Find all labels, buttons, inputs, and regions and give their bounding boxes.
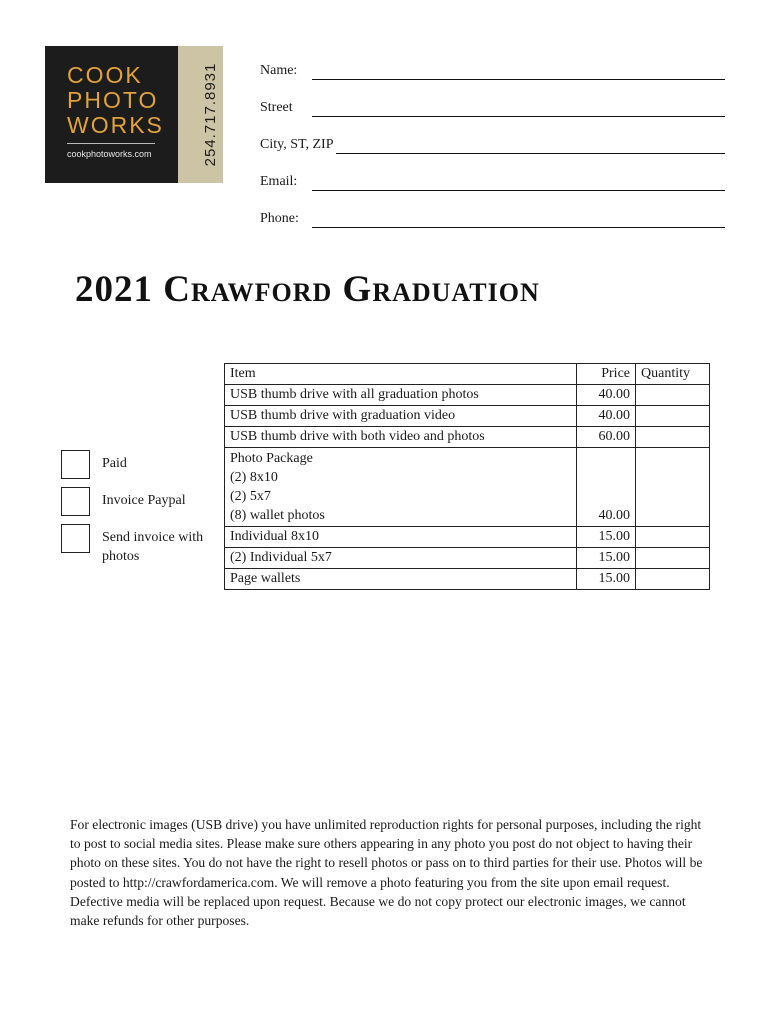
logo-word-1: COOK — [67, 62, 143, 88]
company-logo — [45, 46, 178, 183]
logo-divider — [67, 143, 155, 144]
city-label: City, ST, ZIP — [260, 137, 338, 153]
email-field[interactable] — [260, 171, 725, 193]
page-title: 2021 Crawford Graduation — [75, 269, 540, 310]
item-cell: USB thumb drive with both video and photos — [225, 427, 577, 448]
package-line: Photo Package — [230, 451, 313, 466]
price-cell: 40.00 — [577, 385, 636, 406]
header-item: Item — [225, 364, 577, 385]
logo-phone: 254.717.8931 — [202, 62, 219, 167]
street-field[interactable] — [260, 97, 725, 119]
city-line — [336, 153, 725, 154]
order-table — [224, 363, 710, 590]
send-invoice-label: Send invoice with photos — [102, 530, 204, 564]
logo-word-2: PHOTO — [67, 87, 159, 113]
paid-label: Paid — [102, 456, 127, 471]
street-line — [312, 116, 725, 117]
header-price: Price — [577, 364, 636, 385]
price-cell: 15.00 — [577, 569, 636, 590]
terms-paragraph-1: For electronic images (USB drive) you have unlimited reproduction rights for personal purposes, including the right to post to social media sites. Please make sure others appearing in any photo you post do not object to having their photo on these sites. You do not have the right to resell photos or pass on to third parties for their use. Photos will be posted to http://crawfordamerica.com. We will remove a photo featuring you from the site upon email request. — [70, 817, 703, 890]
package-line: (2) 8x10 — [230, 470, 278, 485]
price-cell: 15.00 — [577, 527, 636, 548]
paid-checkbox[interactable] — [61, 450, 90, 479]
quantity-cell[interactable] — [636, 385, 710, 406]
phone-label: Phone: — [260, 211, 303, 227]
item-cell: Page wallets — [225, 569, 577, 590]
name-label: Name: — [260, 63, 301, 79]
table-row — [225, 427, 710, 448]
logo-word-3: WORKS — [67, 112, 164, 138]
table-row — [225, 569, 710, 590]
item-cell: USB thumb drive with all graduation photos — [225, 385, 577, 406]
invoice-paypal-label: Invoice Paypal — [102, 493, 186, 508]
table-row — [225, 406, 710, 427]
invoice-paypal-checkbox[interactable] — [61, 487, 90, 516]
phone-line — [312, 227, 725, 228]
item-cell: (2) Individual 5x7 — [225, 548, 577, 569]
terms-text — [70, 815, 710, 930]
logo-phone-strip — [178, 46, 223, 183]
quantity-cell[interactable] — [636, 427, 710, 448]
table-row — [225, 527, 710, 548]
header-quantity: Quantity — [636, 364, 710, 385]
table-header-row — [225, 364, 710, 385]
quantity-cell[interactable] — [636, 406, 710, 427]
price-cell: 60.00 — [577, 427, 636, 448]
logo-url: cookphotoworks.com — [67, 149, 152, 159]
package-line: (2) 5x7 — [230, 489, 271, 504]
package-line: (8) wallet photos — [230, 508, 325, 523]
name-field[interactable] — [260, 60, 725, 82]
terms-paragraph-2: Defective media will be replaced upon request. Because we do not copy protect our electronic images, we cannot make refunds for other purposes. — [70, 893, 686, 929]
table-row — [225, 548, 710, 569]
name-line — [312, 79, 725, 80]
street-label: Street — [260, 100, 297, 116]
city-state-zip-field[interactable] — [260, 134, 725, 156]
item-cell — [225, 448, 577, 527]
send-invoice-checkbox[interactable] — [61, 524, 90, 553]
quantity-cell[interactable] — [636, 548, 710, 569]
email-line — [312, 190, 725, 191]
table-row — [225, 385, 710, 406]
price-cell: 40.00 — [577, 448, 636, 527]
quantity-cell[interactable] — [636, 569, 710, 590]
item-cell: Individual 8x10 — [225, 527, 577, 548]
table-row — [225, 448, 710, 527]
phone-field[interactable] — [260, 208, 725, 230]
price-cell: 40.00 — [577, 406, 636, 427]
quantity-cell[interactable] — [636, 527, 710, 548]
price-cell: 15.00 — [577, 548, 636, 569]
item-cell: USB thumb drive with graduation video — [225, 406, 577, 427]
quantity-cell[interactable] — [636, 448, 710, 527]
email-label: Email: — [260, 174, 301, 190]
